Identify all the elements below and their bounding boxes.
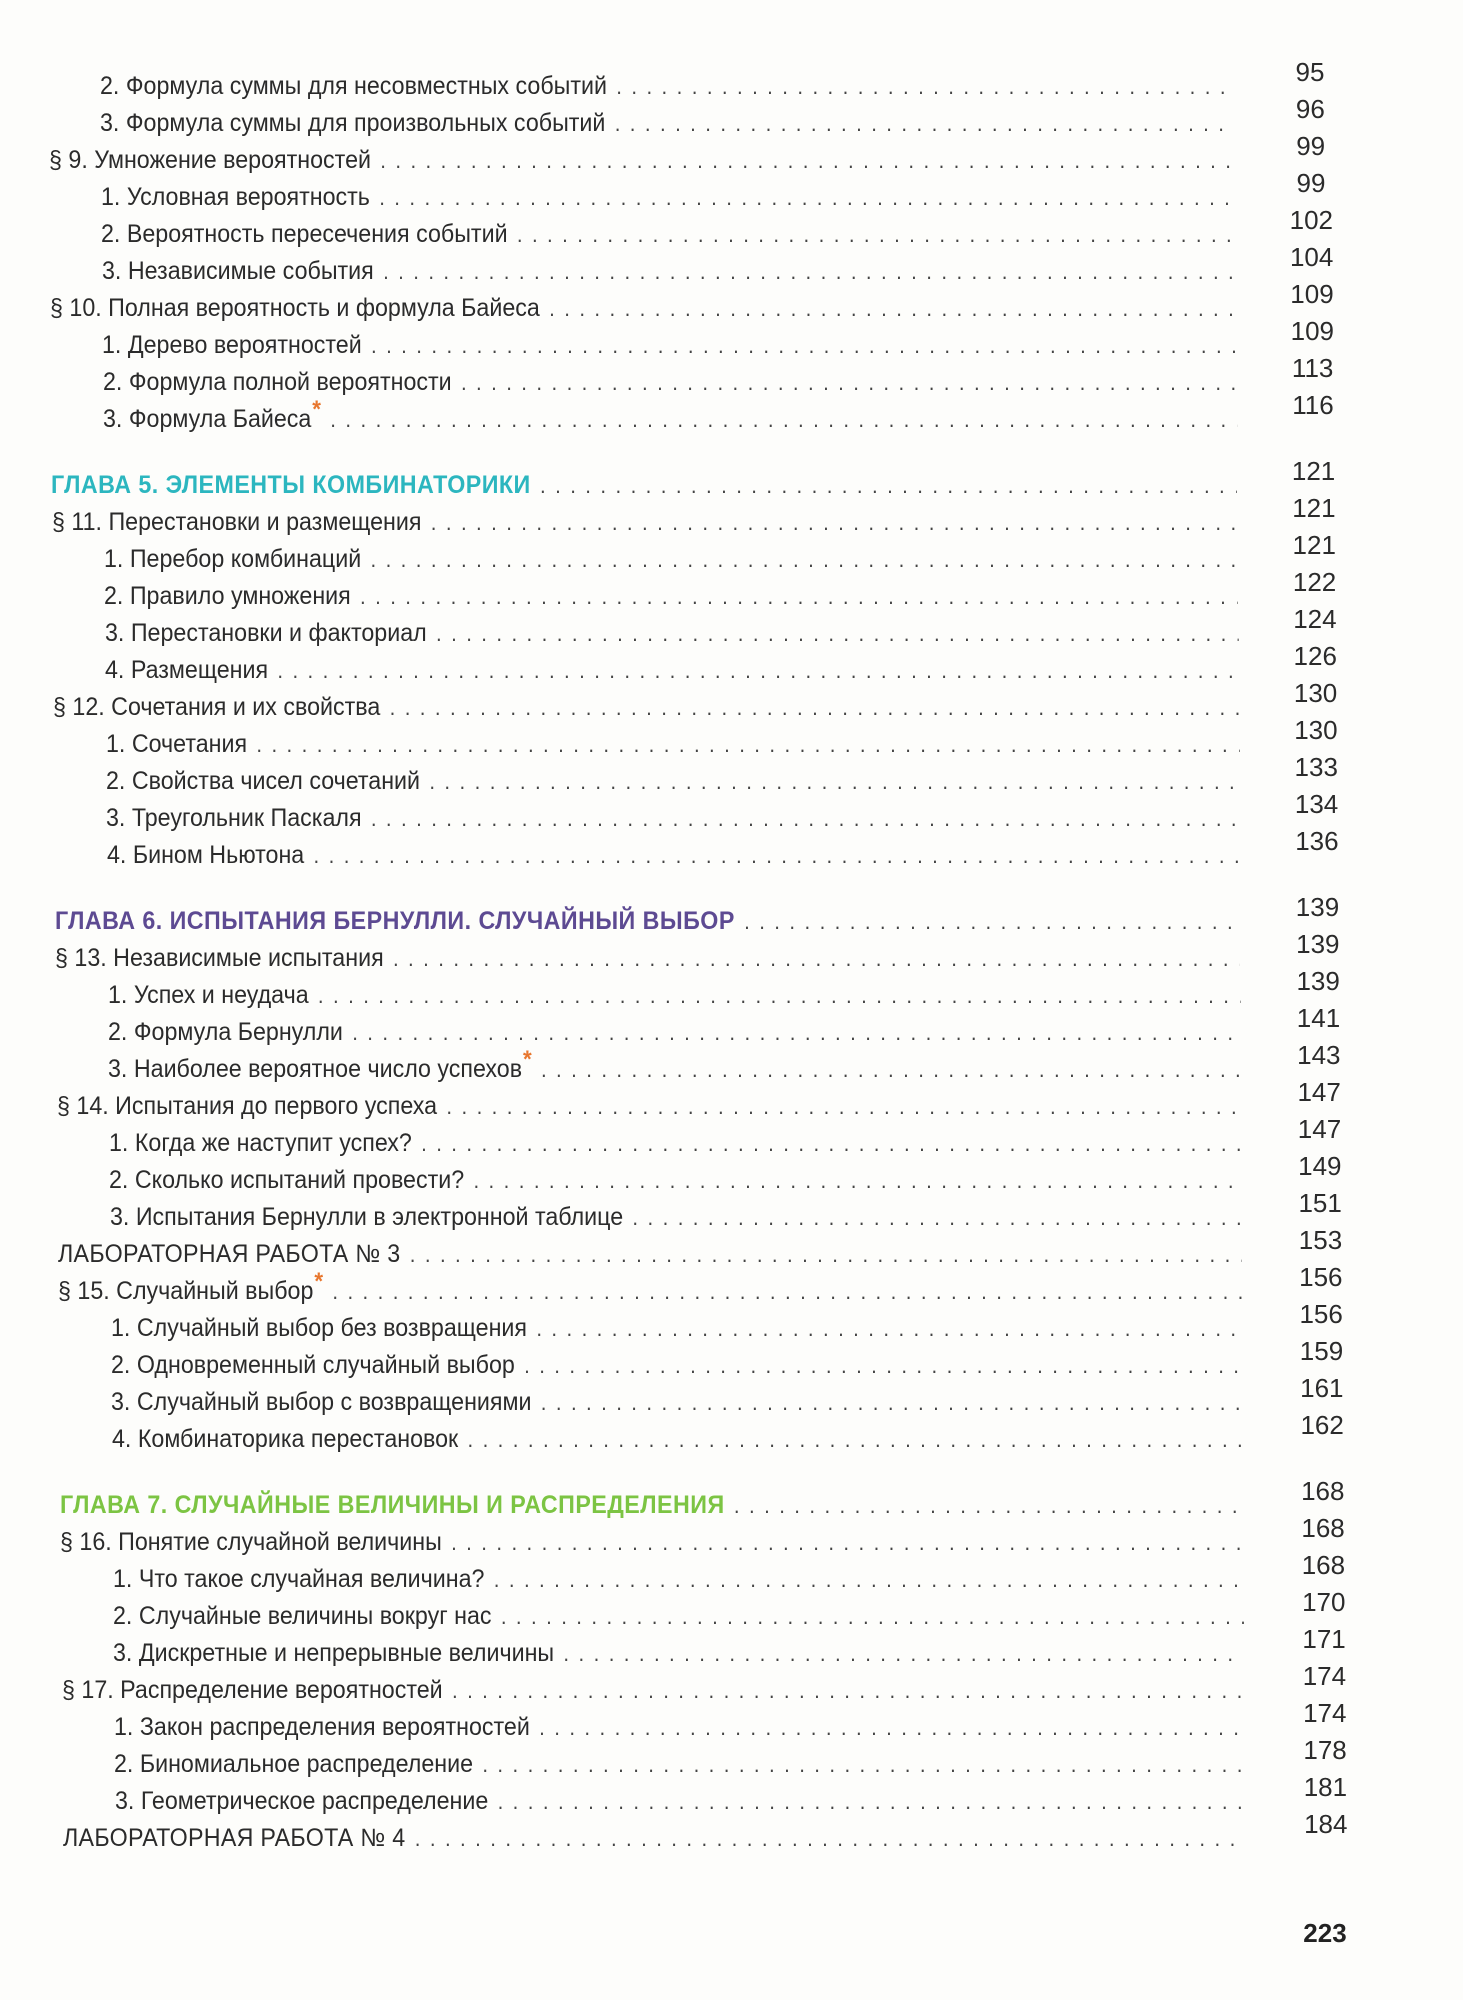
- leader-dots: [415, 1821, 1246, 1857]
- leader-dots: [333, 1274, 1243, 1310]
- entry-page-number: 141: [1296, 1003, 1341, 1033]
- subsection-entry: [113, 1598, 1244, 1634]
- leader-dots: [330, 402, 1237, 438]
- subsection-entry: [112, 1421, 1244, 1457]
- leader-dots: [383, 254, 1236, 290]
- subsection-entry: [115, 1783, 1246, 1819]
- entry-page-number: 171: [1302, 1624, 1346, 1654]
- leader-dots: [501, 1599, 1244, 1635]
- subsection-entry: [103, 364, 1237, 400]
- leader-dots: [410, 1237, 1242, 1273]
- leader-dots: [256, 727, 1239, 763]
- entry-title: 2. Формула Бернулли: [108, 1018, 343, 1046]
- entry-page-number: 139: [1296, 929, 1340, 959]
- entry-page-number: 116: [1292, 390, 1334, 420]
- entry-page-number: 134: [1294, 789, 1339, 819]
- leader-dots: [421, 1126, 1241, 1162]
- section-entry: [50, 290, 1236, 326]
- entry-title: 2. Одновременный случайный выбор: [110, 1351, 515, 1379]
- leader-dots: [446, 1089, 1241, 1125]
- entry-page-number: 122: [1292, 567, 1337, 597]
- subsection-entry: [111, 1347, 1243, 1383]
- subsection-entry: [114, 1746, 1245, 1782]
- subsection-entry: [108, 977, 1241, 1013]
- leader-dots: [429, 764, 1239, 800]
- leader-dots: [313, 838, 1240, 874]
- entry-title: 1. Успех и неудача: [107, 981, 309, 1009]
- entry-page-number: 181: [1303, 1772, 1348, 1802]
- entry-title: 3. Геометрическое распределение: [114, 1787, 488, 1815]
- entry-title: 1. Сочетания: [105, 730, 247, 758]
- subsection-entry: [104, 578, 1238, 614]
- entry-title: 2. Сколько испытаний провести?: [109, 1166, 465, 1194]
- entry-page-number: 104: [1289, 242, 1334, 272]
- entry-page-number: 130: [1294, 715, 1338, 745]
- subsection-entry: [101, 179, 1236, 215]
- entry-page-number: 113: [1291, 353, 1334, 383]
- entry-title: 1. Что такое случайная величина?: [112, 1565, 485, 1593]
- entry-title: 1. Когда же наступит успех?: [108, 1129, 412, 1157]
- subsection-entry: [113, 1635, 1244, 1671]
- leader-dots: [564, 1636, 1245, 1672]
- leader-dots: [616, 69, 1235, 105]
- entry-page-number: 121: [1292, 530, 1336, 560]
- entry-title: 3. Треугольник Паскаля: [106, 804, 362, 832]
- leader-dots: [540, 468, 1237, 504]
- entry-title: ЛАБОРАТОРНАЯ РАБОТА № 4: [62, 1824, 406, 1852]
- leader-dots: [734, 1488, 1244, 1524]
- entry-page-number: 130: [1293, 678, 1338, 708]
- leader-dots: [430, 505, 1237, 541]
- entry-title: § 15. Случайный выбор: [58, 1277, 314, 1305]
- section-entry: [57, 1088, 1241, 1124]
- entry-page-number: 170: [1302, 1587, 1346, 1617]
- entry-page-number: 161: [1300, 1373, 1344, 1403]
- entry-page-number: 178: [1303, 1735, 1347, 1765]
- entry-title: 1. Условная вероятность: [100, 183, 370, 211]
- entry-page-number: 168: [1301, 1550, 1346, 1580]
- section-entry: [52, 504, 1238, 540]
- entry-title: § 10. Полная вероятность и формула Байеса: [49, 294, 540, 322]
- subsection-entry: [113, 1561, 1244, 1597]
- section-entry: [49, 142, 1236, 178]
- entry-title: ГЛАВА 6. ИСПЫТАНИЯ БЕРНУЛЛИ. СЛУЧАЙНЫЙ ВЫБОР: [55, 907, 735, 935]
- leader-dots: [360, 579, 1238, 615]
- entry-page-number: 109: [1290, 316, 1335, 346]
- entry-title: 2. Формула суммы для несовместных событий: [100, 72, 607, 100]
- leader-dots: [318, 978, 1241, 1014]
- entry-title: 1. Случайный выбор без возвращения: [110, 1314, 527, 1342]
- entry-page-number: 174: [1303, 1698, 1347, 1728]
- lab-entry: [63, 1820, 1246, 1856]
- leader-dots: [517, 217, 1236, 253]
- entry-page-number: 156: [1299, 1299, 1343, 1329]
- entry-title: 2. Случайные величины вокруг нас: [113, 1602, 492, 1630]
- entry-title: 3. Наиболее вероятное число успехов: [108, 1055, 523, 1083]
- leader-dots: [371, 801, 1239, 837]
- entry-page-number: 153: [1298, 1225, 1343, 1255]
- entry-page-number: 151: [1298, 1188, 1342, 1218]
- entry-title: 1. Закон распределения вероятностей: [113, 1713, 530, 1741]
- subsection-entry: [107, 837, 1240, 873]
- leader-dots: [390, 690, 1239, 726]
- subsection-entry: [105, 615, 1239, 651]
- subsection-entry: [104, 541, 1238, 577]
- entry-page-number: 109: [1290, 279, 1334, 309]
- subsection-entry: [102, 396, 1237, 437]
- subsection-entry: [105, 652, 1239, 688]
- subsection-entry: [102, 327, 1236, 363]
- section-entry: [53, 689, 1238, 725]
- entry-page-number: 139: [1296, 966, 1340, 996]
- leader-dots: [371, 542, 1238, 578]
- entry-page-number: 102: [1289, 205, 1334, 235]
- entry-page-number: 139: [1295, 892, 1340, 922]
- section-entry: [60, 1524, 1243, 1560]
- entry-page-number: 168: [1301, 1476, 1345, 1506]
- subsection-entry: [109, 1162, 1241, 1198]
- leader-dots: [393, 941, 1240, 977]
- entry-title: 1. Дерево вероятностей: [102, 331, 362, 359]
- entry-page-number: 95: [1295, 57, 1325, 87]
- entry-title: 4. Размещения: [104, 656, 269, 684]
- entry-title: 3. Формула Байеса: [102, 405, 312, 433]
- leader-dots: [541, 1385, 1243, 1421]
- entry-title: § 14. Испытания до первого успеха: [56, 1092, 437, 1120]
- entry-page-number: 168: [1301, 1513, 1345, 1543]
- leader-dots: [524, 1348, 1243, 1384]
- leader-dots: [474, 1163, 1242, 1199]
- section-entry: [62, 1672, 1245, 1708]
- entry-page-number: 124: [1293, 604, 1337, 634]
- leader-dots: [451, 1525, 1243, 1561]
- entry-title: 3. Перестановки и факториал: [104, 619, 427, 647]
- entry-title: 1. Перебор комбинаций: [104, 545, 362, 573]
- asterisk-icon: *: [523, 1046, 533, 1073]
- entry-page-number: 121: [1291, 456, 1336, 486]
- leader-dots: [541, 1052, 1241, 1088]
- entry-page-number: 156: [1299, 1262, 1343, 1292]
- entry-page-number: 149: [1298, 1151, 1342, 1181]
- entry-page-number: 159: [1299, 1336, 1344, 1366]
- leader-dots: [632, 1200, 1242, 1236]
- entry-page-number: 121: [1292, 493, 1336, 523]
- subsection-entry: [106, 763, 1239, 799]
- leader-dots: [483, 1747, 1245, 1783]
- leader-dots: [744, 904, 1240, 940]
- leader-dots: [371, 328, 1236, 364]
- subsection-entry: [106, 726, 1239, 762]
- entry-title: § 9. Умножение вероятностей: [48, 146, 371, 174]
- leader-dots: [460, 365, 1236, 401]
- subsection-entry: [111, 1310, 1243, 1346]
- section-entry: [58, 1268, 1242, 1309]
- entry-page-number: 136: [1295, 826, 1339, 856]
- subsection-entry: [111, 1384, 1243, 1420]
- entry-page-number: 147: [1297, 1077, 1341, 1107]
- entry-title: 3. Испытания Бернулли в электронной таблице: [109, 1203, 623, 1231]
- entry-title: 3. Дискретные и непрерывные величины: [113, 1639, 555, 1667]
- subsection-entry: [108, 1046, 1241, 1087]
- subsection-entry: [102, 253, 1237, 289]
- entry-title: § 17. Распределение вероятностей: [61, 1676, 443, 1704]
- entry-title: § 12. Сочетания и их свойства: [53, 693, 381, 721]
- leader-dots: [615, 106, 1235, 142]
- entry-title: 3. Независимые события: [101, 257, 374, 285]
- leader-dots: [467, 1422, 1243, 1458]
- leader-dots: [493, 1562, 1243, 1598]
- subsection-entry: [101, 216, 1236, 252]
- subsection-entry: [106, 800, 1239, 836]
- entry-title: 3. Случайный выбор с возвращениями: [111, 1388, 532, 1416]
- leader-dots: [539, 1710, 1245, 1746]
- entry-title: § 11. Перестановки и размещения: [51, 508, 422, 536]
- leader-dots: [380, 143, 1236, 179]
- asterisk-icon: *: [312, 396, 321, 423]
- entry-page-number: 174: [1302, 1661, 1347, 1691]
- entry-page-number: 99: [1296, 168, 1326, 198]
- entry-title: ГЛАВА 7. СЛУЧАЙНЫЕ ВЕЛИЧИНЫ И РАСПРЕДЕЛЕНИЯ: [60, 1491, 725, 1519]
- entry-page-number: 126: [1293, 641, 1337, 671]
- subsection-entry: [110, 1199, 1242, 1235]
- subsection-entry: [100, 105, 1235, 141]
- subsection-entry: [109, 1125, 1241, 1161]
- lab-entry: [58, 1236, 1242, 1272]
- entry-page-number: 96: [1295, 94, 1325, 124]
- section-entry: [55, 940, 1240, 976]
- subsection-entry: [114, 1709, 1245, 1745]
- leader-dots: [497, 1784, 1245, 1820]
- subsection-entry: [108, 1014, 1241, 1050]
- chapter-entry: [51, 467, 1237, 503]
- leader-dots: [352, 1015, 1240, 1051]
- page-number: 223: [1303, 1918, 1347, 1948]
- leader-dots: [277, 653, 1238, 689]
- entry-title: 4. Бином Ньютона: [106, 841, 304, 869]
- entry-page-number: 184: [1304, 1809, 1348, 1839]
- entry-title: 3. Формула суммы для произвольных событий: [100, 109, 606, 137]
- entry-title: 2. Вероятность пересечения событий: [101, 220, 508, 248]
- entry-page-number: 133: [1294, 752, 1338, 782]
- subsection-entry: [100, 68, 1235, 104]
- leader-dots: [536, 1311, 1243, 1347]
- entry-title: 2. Свойства чисел сочетаний: [105, 767, 420, 795]
- entry-title: ЛАБОРАТОРНАЯ РАБОТА № 3: [57, 1240, 401, 1268]
- entry-title: 2. Формула полной вероятности: [102, 368, 452, 396]
- entry-page-number: 99: [1296, 131, 1326, 161]
- chapter-entry: [55, 903, 1240, 939]
- leader-dots: [379, 180, 1236, 216]
- entry-page-number: 162: [1300, 1410, 1344, 1440]
- entry-title: 2. Правило умножения: [104, 582, 352, 610]
- leader-dots: [436, 616, 1239, 652]
- entry-title: 4. Комбинаторика перестановок: [111, 1425, 458, 1453]
- chapter-entry: [60, 1487, 1243, 1523]
- entry-title: § 16. Понятие случайной величины: [60, 1528, 443, 1556]
- entry-title: 2. Биномиальное распределение: [114, 1750, 474, 1778]
- leader-dots: [452, 1673, 1245, 1709]
- entry-page-number: 147: [1297, 1114, 1342, 1144]
- leader-dots: [549, 291, 1236, 327]
- asterisk-icon: *: [314, 1268, 324, 1295]
- entry-title: ГЛАВА 5. ЭЛЕМЕНТЫ КОМБИНАТОРИКИ: [51, 471, 532, 499]
- entry-title: § 13. Независимые испытания: [55, 944, 385, 972]
- entry-page-number: 143: [1297, 1040, 1341, 1070]
